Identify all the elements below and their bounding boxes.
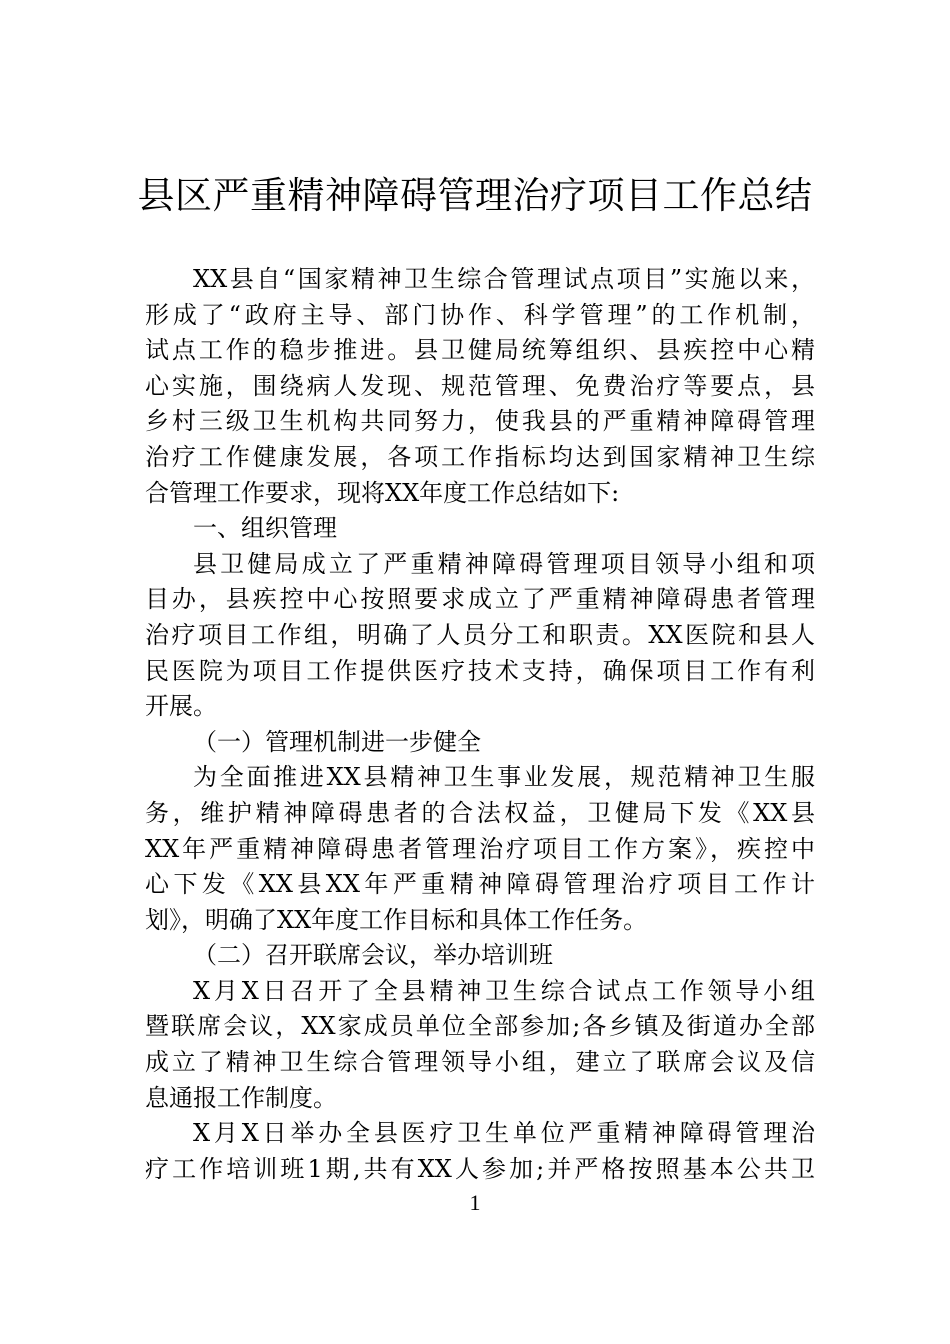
- body-line: 治疗工作健康发展，各项工作指标均达到国家精神卫生综: [145, 442, 815, 471]
- body-line: 心下发《XX县XX年严重精神障碍管理治疗项目工作计: [145, 870, 815, 899]
- document-body: [145, 262, 815, 1187]
- body-line: X月X日举办全县医疗卫生单位严重精神障碍管理治: [193, 1119, 815, 1148]
- body-line: XX年严重精神障碍患者管理治疗项目工作方案》，疾控中: [145, 834, 815, 863]
- page-number: 1: [469, 1190, 481, 1215]
- body-line: 形成了“政府主导、部门协作、科学管理”的工作机制，: [145, 300, 815, 329]
- body-line: 合管理工作要求，现将XX年度工作总结如下:: [145, 478, 620, 507]
- subsection-heading: （一）管理机制进一步健全: [193, 727, 481, 756]
- body-line: 开展。: [145, 692, 217, 721]
- body-line: 划》，明确了XX年度工作目标和具体工作任务。: [145, 905, 648, 934]
- body-line: 试点工作的稳步推进。县卫健局统筹组织、县疾控中心精: [145, 336, 815, 365]
- body-line: 乡村三级卫生机构共同努力，使我县的严重精神障碍管理: [145, 407, 815, 436]
- body-line: 暨联席会议，XX家成员单位全部参加;各乡镇及街道办全部: [145, 1012, 815, 1041]
- body-line: 成立了精神卫生综合管理领导小组，建立了联席会议及信: [145, 1048, 815, 1077]
- body-line: XX县自“国家精神卫生综合管理试点项目”实施以来，: [193, 265, 815, 293]
- body-line: 务，维护精神障碍患者的合法权益，卫健局下发《XX县: [145, 798, 815, 827]
- body-line: 目办，县疾控中心按照要求成立了严重精神障碍患者管理: [145, 585, 815, 614]
- body-line: 疗工作培训班1期,共有XX人参加;并严格按照基本公共卫: [145, 1154, 815, 1183]
- document-title: 县区严重精神障碍管理治疗项目工作总结: [137, 174, 813, 217]
- body-line: 息通报工作制度。: [145, 1083, 337, 1112]
- body-line: 民医院为项目工作提供医疗技术支持，确保项目工作有利: [145, 656, 815, 685]
- body-line: X月X日召开了全县精神卫生综合试点工作领导小组: [193, 976, 815, 1005]
- body-line: 为全面推进XX县精神卫生事业发展，规范精神卫生服: [193, 763, 815, 792]
- subsection-heading: （二）召开联席会议，举办培训班: [193, 941, 553, 970]
- body-line: 治疗项目工作组，明确了人员分工和职责。XX医院和县人: [145, 620, 815, 649]
- section-heading: 一、组织管理: [193, 514, 337, 543]
- body-line: 心实施，围绕病人发现、规范管理、免费治疗等要点，县: [145, 371, 815, 400]
- body-line: 县卫健局成立了严重精神障碍管理项目领导小组和项: [193, 549, 815, 578]
